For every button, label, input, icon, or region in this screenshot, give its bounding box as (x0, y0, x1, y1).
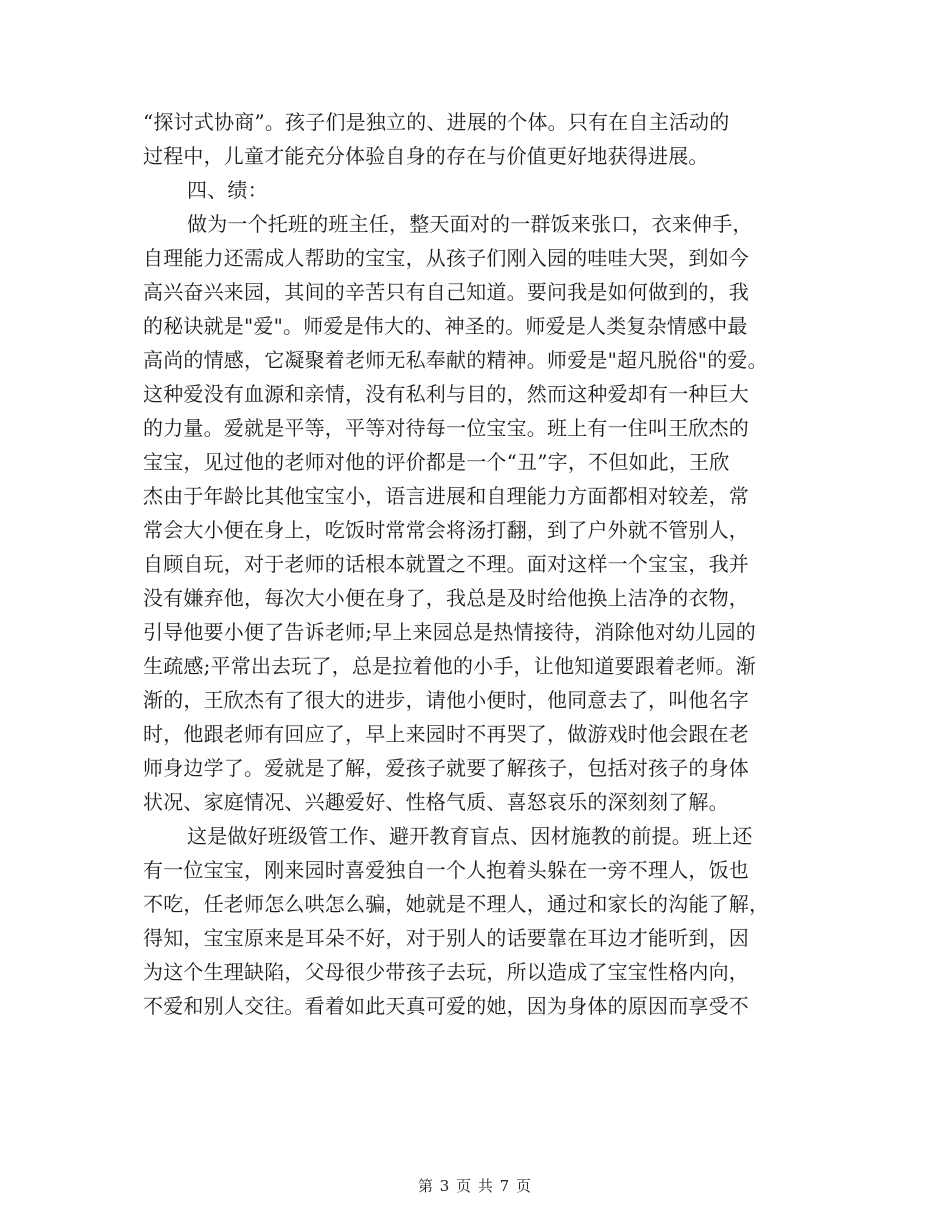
text-line: 没有嫌弃他，每次大小便在身了，我总是及时给他换上洁净的衣物， (143, 586, 749, 610)
text-line: 的秘诀就是"爱"。师爱是伟大的、神圣的。师爱是人类复杂情感中最 (143, 314, 748, 338)
text-line: 为这个生理缺陷，父母很少带孩子去玩，所以造成了宝宝性格内向， (143, 960, 749, 984)
text-line: 师身边学了。爱就是了解，爱孩子就要了解孩子，包括对孩子的身体 (143, 756, 749, 780)
text-line: 的力量。爱就是平等，平等对待每一位宝宝。班上有一住叫王欣杰的 (143, 416, 749, 440)
text-line: 自理能力还需成人帮助的宝宝，从孩子们刚入园的哇哇大哭，到如今 (143, 246, 749, 270)
text-line: 这种爱没有血源和亲情，没有私利与目的，然而这种爱却有一种巨大 (143, 382, 749, 406)
text-line: 不吃，任老师怎么哄怎么骗，她就是不理人，通过和家长的沟能了解， (143, 892, 770, 916)
text-line: 四、绩： (187, 178, 268, 202)
text-line: 这是做好班级管工作、避开教育盲点、因材施教的前提。班上还 (187, 824, 753, 848)
document-body (143, 105, 813, 1023)
text-line: 过程中，儿童才能充分体验自身的存在与价值更好地获得进展。 (143, 144, 709, 168)
text-line: 宝宝，见过他的老师对他的评价都是一个“丑”字，不但如此，王欣 (143, 450, 730, 474)
text-line: 得知，宝宝原来是耳朵不好，对于别人的话要靠在耳边才能听到，因 (143, 926, 749, 950)
text-line: 时，他跟老师有回应了，早上来园时不再哭了，做游戏时他会跟在老 (143, 722, 749, 746)
page-number-footer: 第 3 页 共 7 页 (418, 1177, 532, 1195)
text-line: 常会大小便在身上，吃饭时常常会将汤打翻，到了户外就不管别人， (143, 518, 749, 542)
text-line: 杰由于年龄比其他宝宝小，语言进展和自理能力方面都相对较差，常 (143, 484, 749, 508)
text-line: “探讨式协商”。孩子们是独立的、进展的个体。只有在自主活动的 (143, 110, 730, 134)
text-line: 生疏感;平常出去玩了，总是拉着他的小手，让他知道要跟着老师。渐 (143, 654, 756, 678)
text-line: 高兴奋兴来园，其间的辛苦只有自己知道。要问我是如何做到的，我 (143, 280, 749, 304)
text-line: 自顾自玩，对于老师的话根本就置之不理。面对这样一个宝宝，我并 (143, 552, 749, 576)
text-line: 高尚的情感，它凝聚着老师无私奉献的精神。师爱是"超凡脱俗"的爱。 (143, 348, 768, 372)
text-line: 渐的，王欣杰有了很大的进步，请他小便时，他同意去了，叫他名字 (143, 688, 749, 712)
text-line: 有一位宝宝，刚来园时喜爱独自一个人抱着头躲在一旁不理人，饭也 (143, 858, 749, 882)
text-line: 引导他要小便了告诉老师;早上来园总是热情接待，消除他对幼儿园的 (143, 620, 756, 644)
text-line: 不爱和别人交往。看着如此天真可爱的她，因为身体的原因而享受不 (143, 994, 749, 1018)
text-line: 状况、家庭情况、兴趣爱好、性格气质、喜怒哀乐的深刻刻了解。 (143, 790, 729, 814)
text-line: 做为一个托班的班主任，整天面对的一群饭来张口，衣来伸手， (187, 212, 753, 236)
